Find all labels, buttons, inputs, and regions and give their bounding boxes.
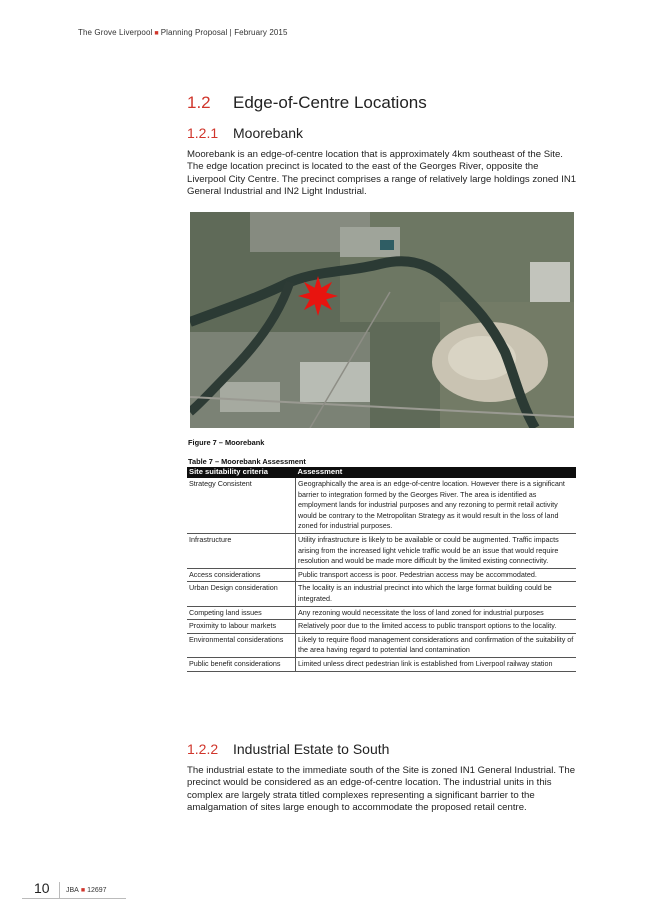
bullet-dot-icon: ■ <box>80 887 86 894</box>
section-heading <box>187 93 427 113</box>
assessment-cell: Likely to require flood management considerations and confirmation of the suitability of the area having regard to potential land contamination <box>296 633 577 657</box>
page-number: 10 <box>34 880 50 896</box>
industrial-paragraph: The industrial estate to the immediate south of the Site is zoned IN1 General Industrial. The precinct would be considered as an edge-of-centre location. The industrial units in this complex are largely strata titled complexes representing a significant barrier to the amalgamation of sites large enough to accommodate the proposed retail centre. <box>187 765 576 814</box>
table-row <box>187 533 576 568</box>
header-date: February 2015 <box>234 28 288 37</box>
assessment-cell: Geographically the area is an edge-of-centre location. However there is a significant barrier to integration formed by the Georges River. The area is identified as employment lands for industrial purposes and any rezoning to permit retail activity would be contrary to the Metropolitan Strategy as it would result in the loss of land zoned for industrial purposes. <box>296 478 577 533</box>
bullet-dot-icon: ■ <box>154 30 159 37</box>
section-number: 1.2 <box>187 93 211 112</box>
footer-ref <box>66 887 107 894</box>
assessment-cell: Any rezoning would necessitate the loss of land zoned for industrial purposes <box>296 606 577 620</box>
criteria-cell: Competing land issues <box>187 606 296 620</box>
section-title: Edge-of-Centre Locations <box>233 93 427 112</box>
subsection-number: 1.2.2 <box>187 741 219 757</box>
assessment-table <box>187 467 576 672</box>
criteria-cell: Infrastructure <box>187 533 296 568</box>
table-row <box>187 582 576 606</box>
running-header: The Grove Liverpool ■ Planning Proposal | February 2015 <box>78 28 288 37</box>
table-row <box>187 620 576 634</box>
criteria-cell: Urban Design consideration <box>187 582 296 606</box>
table-row <box>187 633 576 657</box>
table-row <box>187 478 576 533</box>
subsection-heading-moorebank <box>187 125 303 141</box>
site-location-marker-icon <box>298 276 338 316</box>
subsection-number: 1.2.1 <box>187 125 219 141</box>
assessment-cell: Public transport access is poor. Pedestrian access may be accommodated. <box>296 568 577 582</box>
table-row <box>187 568 576 582</box>
column-header-assessment: Assessment <box>296 467 577 478</box>
criteria-cell: Proximity to labour markets <box>187 620 296 634</box>
criteria-cell: Environmental considerations <box>187 633 296 657</box>
footer-job: 12697 <box>87 887 107 894</box>
criteria-cell: Access considerations <box>187 568 296 582</box>
moorebank-paragraph: Moorebank is an edge-of-centre location that is approximately 4km southeast of the Site. The edge location precinct is located to the east of the Georges River, opposite the Liverpool City Centre. The precinct comprises a range of relatively large holdings zoned IN1 General Industrial and IN2 Light Industrial. <box>187 149 577 198</box>
footer-org: JBA <box>66 887 79 894</box>
figure-caption: Figure 7 – Moorebank <box>188 438 265 447</box>
assessment-cell: Utility infrastructure is likely to be available or could be augmented. Traffic impacts arising from the increased light vehicle traffic would be an issue that would require resolution and would be made more difficult by the limited existing connectivity. <box>296 533 577 568</box>
assessment-cell: The locality is an industrial precinct into which the large format building could be integrated. <box>296 582 577 606</box>
criteria-cell: Strategy Consistent <box>187 478 296 533</box>
table-caption: Table 7 – Moorebank Assessment <box>188 457 306 466</box>
criteria-cell: Public benefit considerations <box>187 657 296 671</box>
subsection-title: Industrial Estate to South <box>233 741 390 757</box>
footer-divider <box>59 882 60 898</box>
assessment-cell: Relatively poor due to the limited access to public transport options to the locality. <box>296 620 577 634</box>
column-header-criteria: Site suitability criteria <box>187 467 296 478</box>
table-row <box>187 657 576 671</box>
moorebank-aerial-map <box>190 212 574 428</box>
header-project: The Grove Liverpool <box>78 28 153 37</box>
subsection-heading-industrial <box>187 741 389 757</box>
footer-rule <box>22 898 126 899</box>
table-row <box>187 606 576 620</box>
header-doc: Planning Proposal <box>160 28 228 37</box>
assessment-cell: Limited unless direct pedestrian link is established from Liverpool railway station <box>296 657 577 671</box>
subsection-title: Moorebank <box>233 125 304 141</box>
table-header-row <box>187 467 576 478</box>
